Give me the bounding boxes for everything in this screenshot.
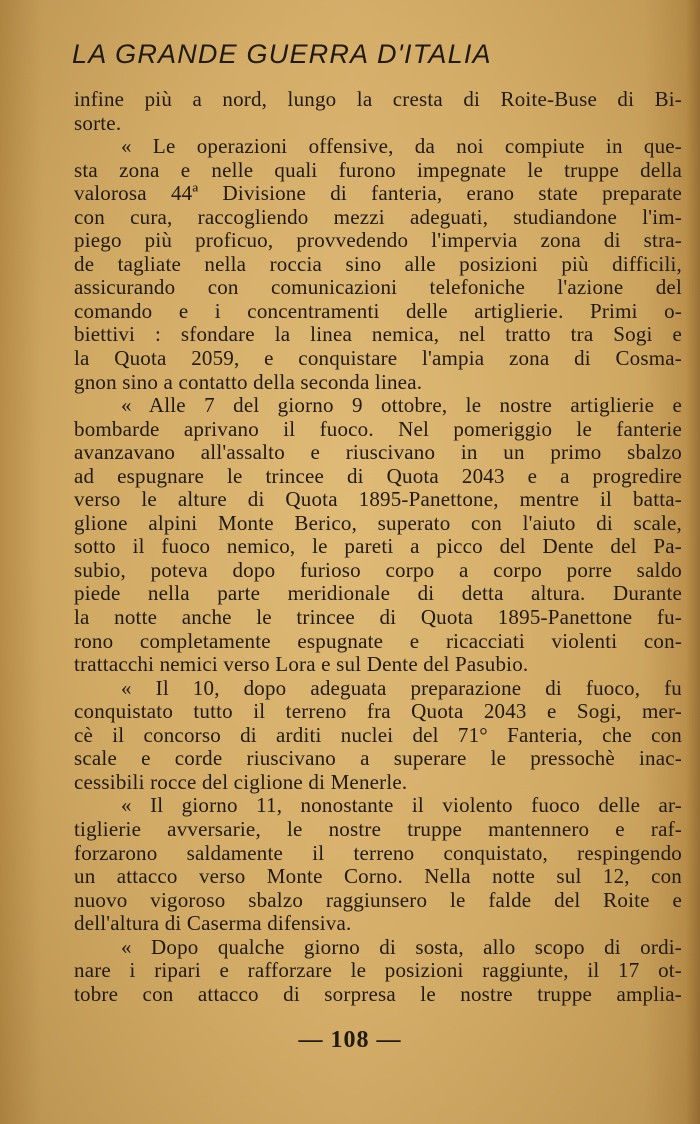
text-line: bombarde aprivano il fuoco. Nel pomeriggio le fanterie bbox=[74, 416, 682, 441]
text-line: comando e i concentramenti delle artiglierie. Primi o- bbox=[74, 298, 682, 323]
page-number: — 108 — bbox=[298, 1027, 402, 1053]
text-line: biettivi : sfondare la linea nemica, nel tratto tra Sogi e bbox=[74, 322, 682, 347]
text-line: de tagliate nella roccia sino alle posizioni più difficili, bbox=[74, 251, 682, 276]
text-line: verso le alture di Quota 1895-Panettone, mentre il batta- bbox=[74, 487, 682, 512]
running-head: LA GRANDE GUERRA D'ITALIA bbox=[72, 39, 492, 69]
text-line: tiglierie avversarie, le nostre truppe mantennero e raf- bbox=[74, 816, 682, 841]
text-line: subio, poteva dopo furioso corpo a corpo porre saldo bbox=[74, 557, 682, 582]
text-line: « Dopo qualche giorno di sosta, allo scopo di ordi- bbox=[121, 934, 682, 959]
text-line: glione alpini Monte Berico, superato con l'aiuto di scale, bbox=[74, 510, 682, 535]
text-line: rono completamente espugnate e ricacciati violenti con- bbox=[74, 628, 682, 653]
text-line: scale e corde riuscivano a superare le pressochè inac- bbox=[74, 746, 682, 771]
text-line: cessibili rocce del ciglione di Menerle. bbox=[74, 769, 408, 794]
text-line: piego più proficuo, provvedendo l'impervia zona di stra- bbox=[74, 228, 682, 253]
text-line: infine più a nord, lungo la cresta di Roite-Buse di Bi- bbox=[74, 87, 682, 111]
text-line: assicurando con comunicazioni telefoniche l'azione del bbox=[74, 275, 682, 300]
text-line: dell'altura di Caserma difensiva. bbox=[74, 911, 352, 936]
text-line: nuovo vigoroso sbalzo raggiunsero le falde del Roite e bbox=[74, 887, 682, 912]
text-line: conquistato tutto il terreno fra Quota 2043 e Sogi, mer- bbox=[74, 699, 682, 724]
text-line: « Il giorno 11, nonostante il violento fuoco delle ar- bbox=[121, 793, 682, 818]
page-edge-shadow bbox=[686, 0, 700, 1124]
text-line: avanzavano all'assalto e riuscivano in un primo sbalzo bbox=[74, 440, 682, 465]
text-line: sotto il fuoco nemico, le pareti a picco del Dente del Pa- bbox=[74, 534, 682, 559]
text-line: la notte anche le trincee di Quota 1895-Panettone fu- bbox=[74, 605, 682, 630]
text-line: la Quota 2059, e conquistare l'ampia zona di Cosma- bbox=[74, 346, 682, 371]
text-line: cè il concorso di arditi nuclei del 71° Fanteria, che con bbox=[74, 722, 682, 747]
body-text bbox=[74, 88, 682, 1006]
text-line: sorte. bbox=[74, 110, 122, 135]
text-line: nare i ripari e rafforzare le posizioni raggiunte, il 17 ot- bbox=[74, 958, 682, 983]
text-line: « Il 10, dopo adeguata preparazione di fuoco, fu bbox=[121, 675, 682, 700]
text-line: un attacco verso Monte Corno. Nella notte sul 12, con bbox=[74, 864, 682, 889]
text-line: « Le operazioni offensive, da noi compiute in que- bbox=[121, 134, 682, 159]
text-line: piede nella parte meridionale di detta altura. Durante bbox=[74, 581, 682, 606]
text-line: tobre con attacco di sorpresa le nostre truppe amplia- bbox=[74, 981, 682, 1006]
text-line: valorosa 44ª Divisione di fanteria, erano state preparate bbox=[74, 181, 682, 206]
text-line: « Alle 7 del giorno 9 ottobre, le nostre artiglierie e bbox=[121, 393, 682, 418]
text-line: forzarono saldamente il terreno conquistato, respingendo bbox=[74, 840, 682, 865]
text-line: ad espugnare le trincee di Quota 2043 e a progredire bbox=[74, 463, 682, 488]
text-line: gnon sino a contatto della seconda linea. bbox=[74, 369, 423, 394]
text-line: trattacchi nemici verso Lora e sul Dente del Pasubio. bbox=[74, 652, 529, 677]
text-line: sta zona e nelle quali furono impegnate le truppe della bbox=[74, 157, 682, 182]
text-line: con cura, raccogliendo mezzi adeguati, studiandone l'im- bbox=[74, 204, 682, 229]
